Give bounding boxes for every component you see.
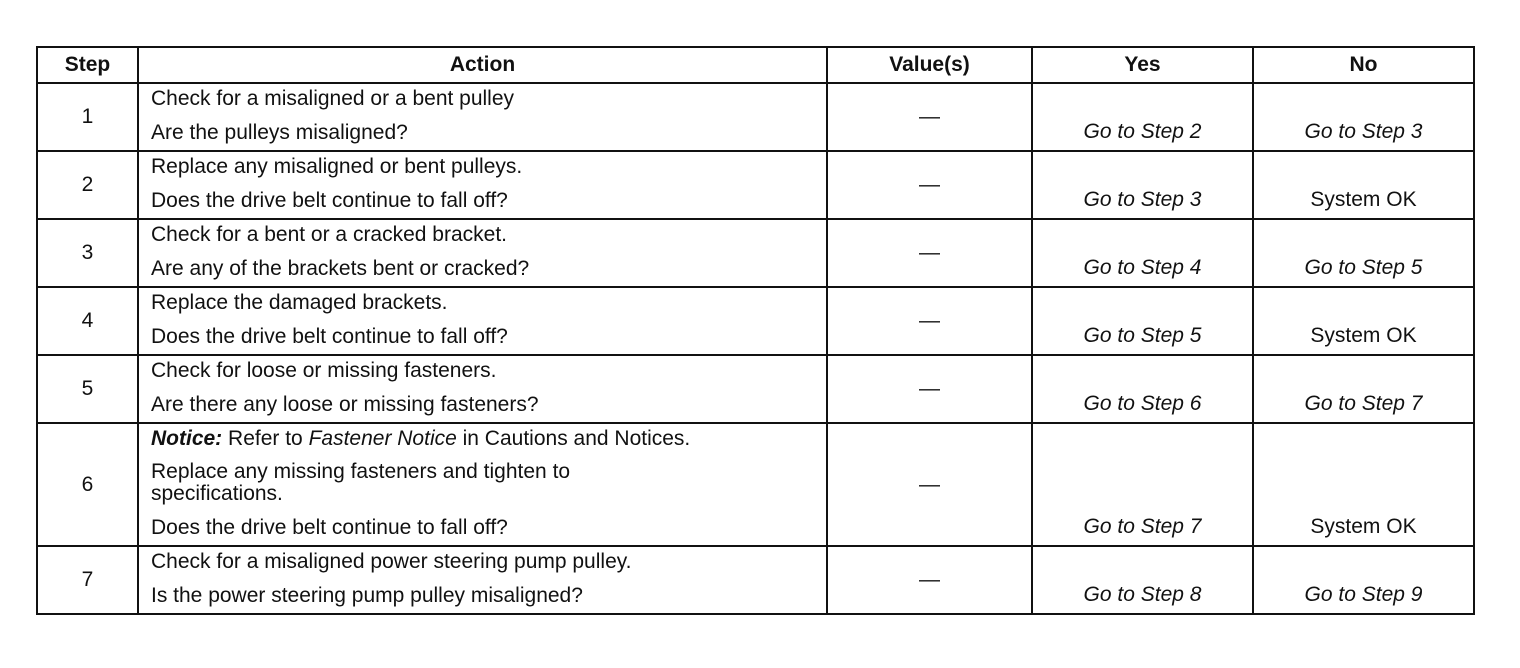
value-cell: — xyxy=(827,287,1032,355)
action-instruction: Replace any missing fasteners and tighten to specifications. xyxy=(151,460,571,505)
header-values: Value(s) xyxy=(827,47,1032,83)
yes-result: Go to Step 8 xyxy=(1032,546,1253,614)
action-check: Replace the damaged brackets. xyxy=(151,291,448,314)
table-row xyxy=(37,546,1474,614)
yes-result: Go to Step 7 xyxy=(1032,423,1253,546)
action-check: Check for a bent or a cracked bracket. xyxy=(151,223,508,246)
table-row xyxy=(37,423,1474,546)
yes-result: Go to Step 2 xyxy=(1032,83,1253,151)
table-row xyxy=(37,151,1474,219)
yes-result: Go to Step 6 xyxy=(1032,355,1253,423)
yes-result: Go to Step 5 xyxy=(1032,287,1253,355)
action-check: Check for a misaligned or a bent pulley xyxy=(151,87,515,110)
action-check: Replace any misaligned or bent pulleys. xyxy=(151,155,523,178)
action-question: Are there any loose or missing fasteners? xyxy=(151,393,539,416)
table-row xyxy=(37,355,1474,423)
action-question: Are the pulleys misaligned? xyxy=(151,121,408,144)
notice-line xyxy=(151,424,816,458)
no-result: Go to Step 3 xyxy=(1253,83,1474,151)
action-cell xyxy=(138,355,827,423)
no-result: Go to Step 5 xyxy=(1253,219,1474,287)
value-cell: — xyxy=(827,219,1032,287)
action-cell xyxy=(138,287,827,355)
action-cell xyxy=(138,219,827,287)
no-result: System OK xyxy=(1253,287,1474,355)
table-row xyxy=(37,83,1474,151)
action-question: Does the drive belt continue to fall off? xyxy=(151,516,508,539)
notice-pre: Refer to xyxy=(222,427,309,450)
action-cell xyxy=(138,546,827,614)
action-check: Check for a misaligned power steering pump pulley. xyxy=(151,550,632,573)
step-number: 5 xyxy=(37,355,138,423)
notice-post: in Cautions and Notices. xyxy=(456,427,691,450)
step-number: 2 xyxy=(37,151,138,219)
action-cell xyxy=(138,423,827,546)
no-result: System OK xyxy=(1253,151,1474,219)
header-row xyxy=(37,47,1474,83)
action-check: Check for loose or missing fasteners. xyxy=(151,359,497,382)
action-cell xyxy=(138,151,827,219)
action-question: Does the drive belt continue to fall off? xyxy=(151,325,508,348)
yes-result: Go to Step 3 xyxy=(1032,151,1253,219)
action-cell xyxy=(138,83,827,151)
header-action: Action xyxy=(138,47,827,83)
table-row xyxy=(37,287,1474,355)
step-number: 6 xyxy=(37,423,138,546)
table-row xyxy=(37,219,1474,287)
diagnostic-table xyxy=(36,46,1475,615)
no-result: Go to Step 9 xyxy=(1253,546,1474,614)
value-cell: — xyxy=(827,423,1032,546)
notice-label: Notice: xyxy=(151,427,223,450)
value-cell: — xyxy=(827,355,1032,423)
notice-reference: Fastener Notice xyxy=(308,427,457,450)
action-question: Are any of the brackets bent or cracked? xyxy=(151,257,530,280)
header-step: Step xyxy=(37,47,138,83)
header-no: No xyxy=(1253,47,1474,83)
no-result: System OK xyxy=(1253,423,1474,546)
action-question: Is the power steering pump pulley misaligned? xyxy=(151,584,583,607)
step-number: 7 xyxy=(37,546,138,614)
value-cell: — xyxy=(827,151,1032,219)
yes-result: Go to Step 4 xyxy=(1032,219,1253,287)
step-number: 4 xyxy=(37,287,138,355)
no-result: Go to Step 7 xyxy=(1253,355,1474,423)
value-cell: — xyxy=(827,83,1032,151)
value-cell: — xyxy=(827,546,1032,614)
action-question: Does the drive belt continue to fall off? xyxy=(151,189,508,212)
step-number: 3 xyxy=(37,219,138,287)
header-yes: Yes xyxy=(1032,47,1253,83)
step-number: 1 xyxy=(37,83,138,151)
